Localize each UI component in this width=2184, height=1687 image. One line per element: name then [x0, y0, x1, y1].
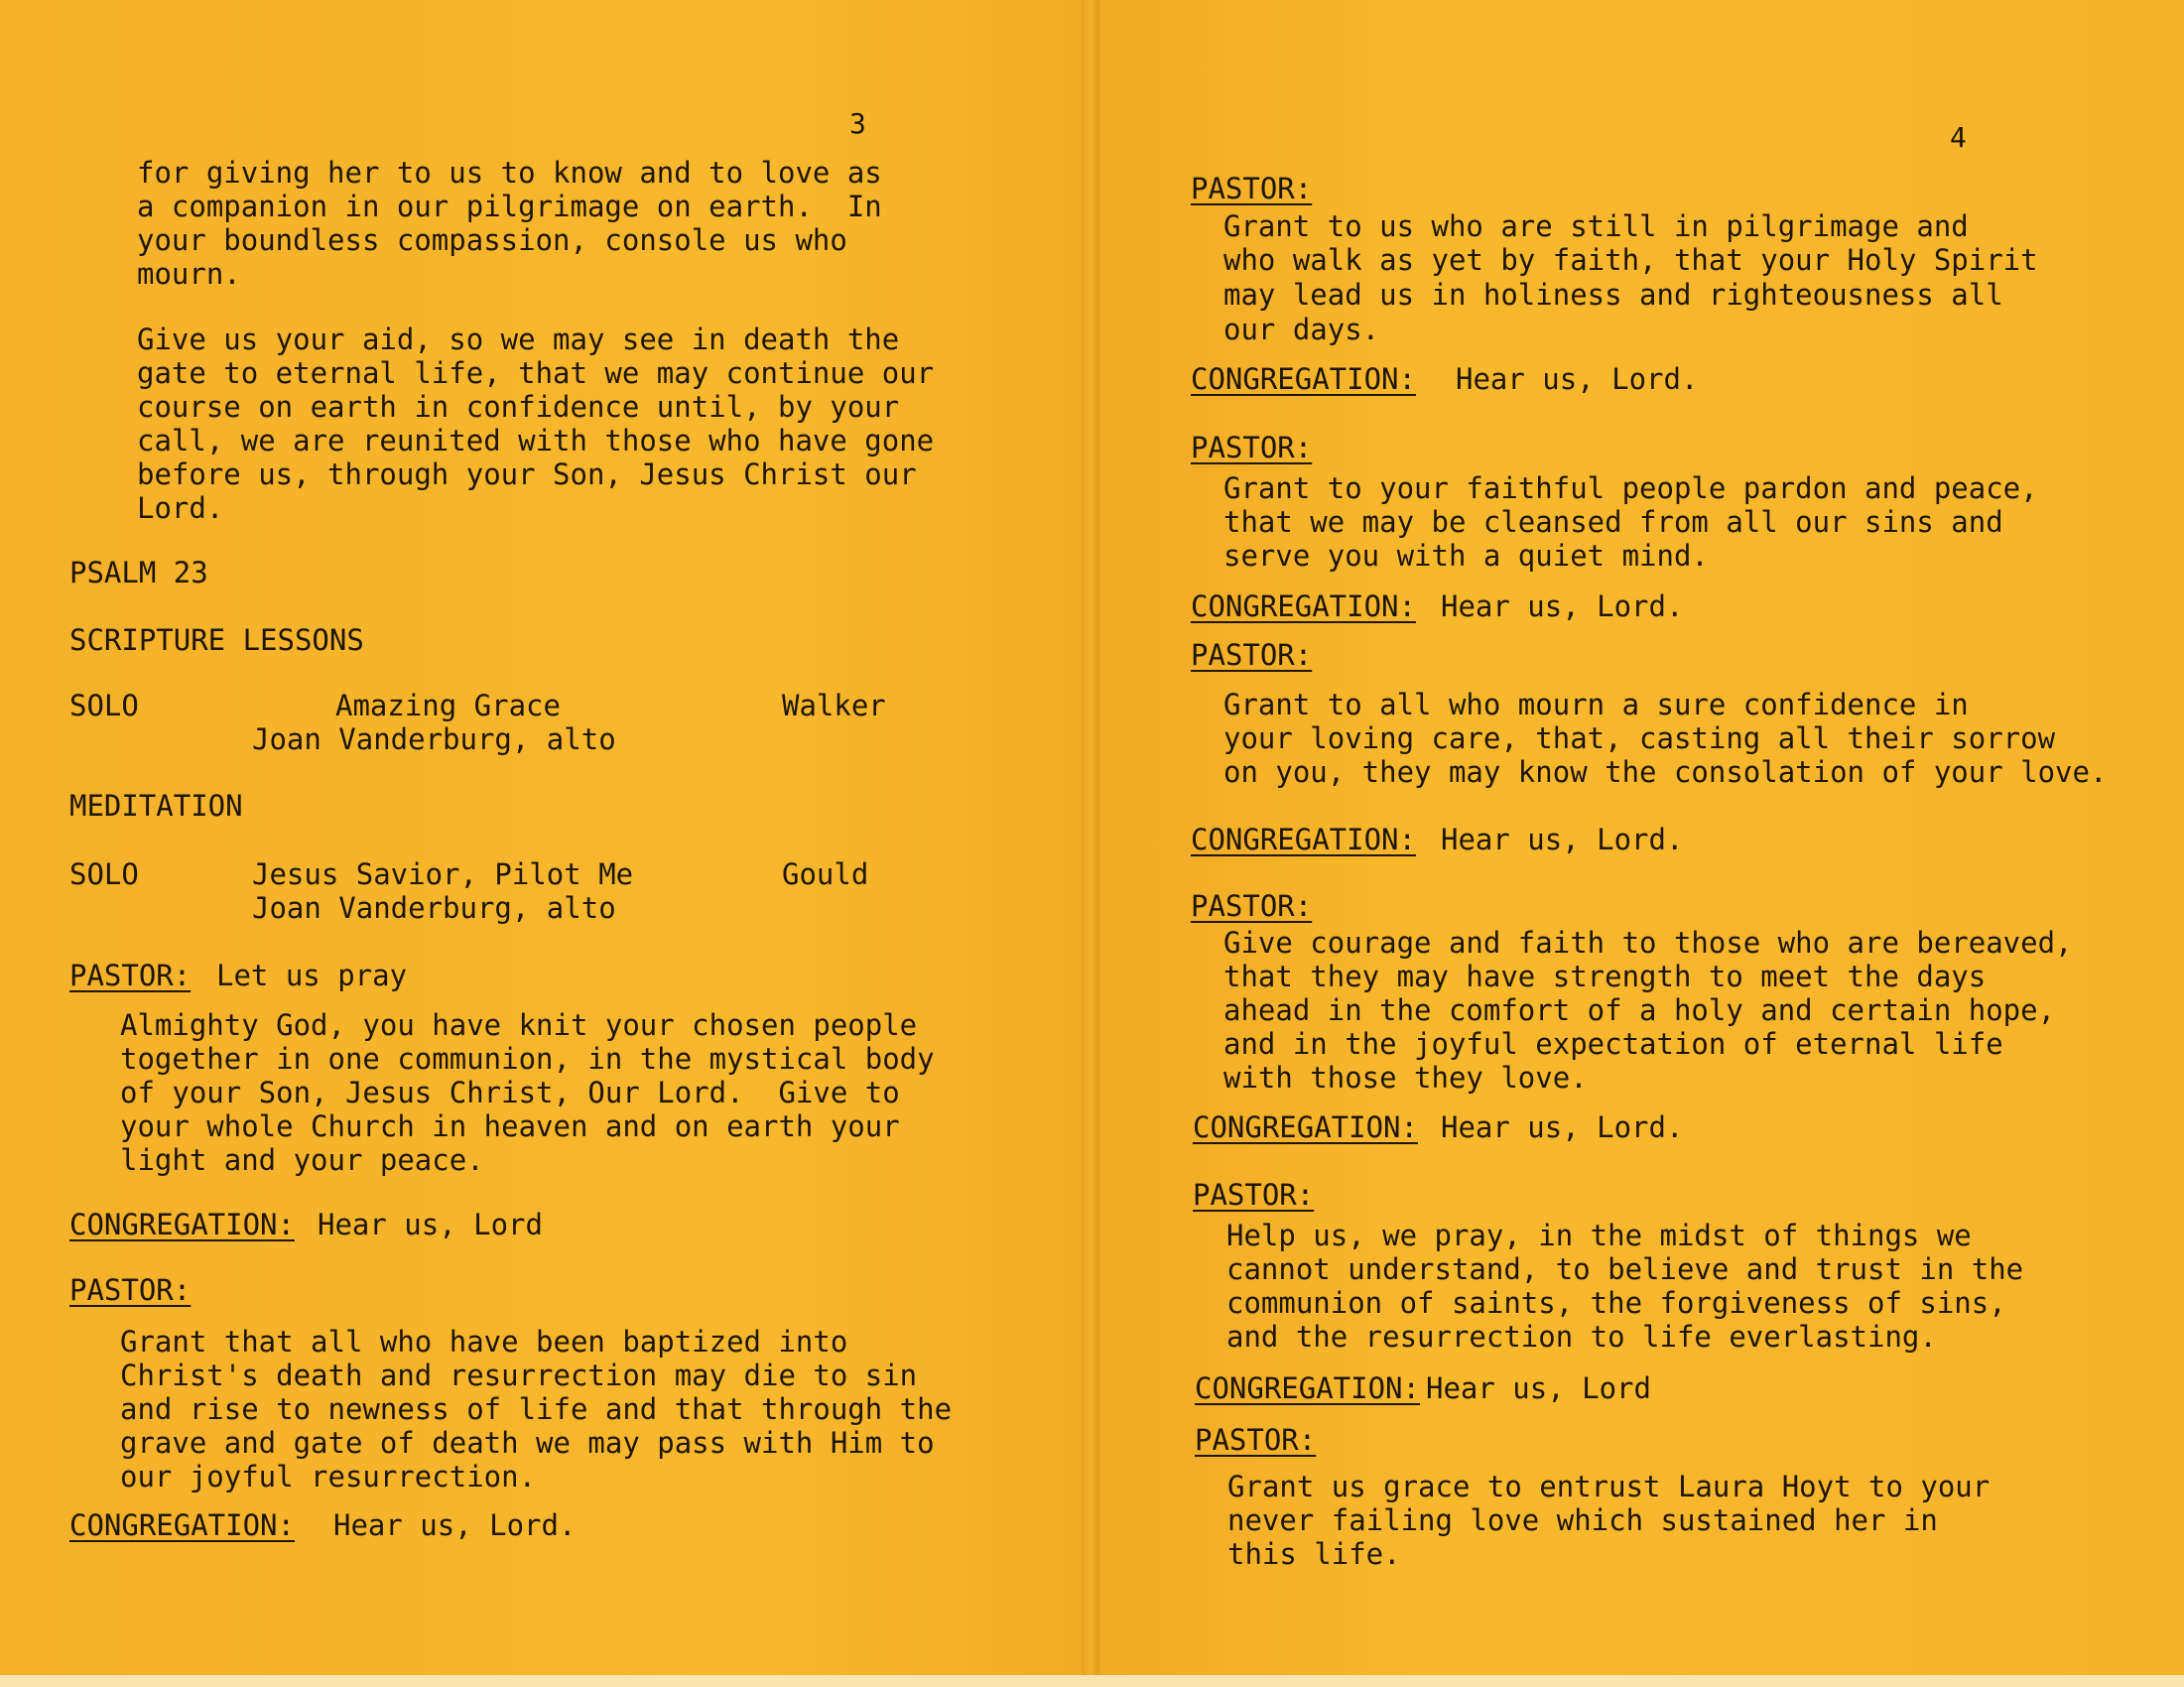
- solo-title: Amazing Grace: [335, 689, 561, 722]
- congregation-response: Hear us, Lord.: [1441, 1110, 1684, 1144]
- solo-label: SOLO: [69, 857, 139, 891]
- text-line: may lead us in holiness and righteousness all: [1223, 278, 2003, 312]
- congregation-label: CONGREGATION:: [1195, 1371, 1420, 1405]
- solo-label: SOLO: [69, 689, 139, 722]
- congregation-response: Hear us, Lord.: [1441, 589, 1684, 623]
- solo-performer: Joan Vanderburg, alto: [252, 891, 616, 925]
- text-line: Grant to us who are still in pilgrimage and: [1223, 209, 1969, 243]
- text-line: a companion in our pilgrimage on earth. In: [137, 190, 882, 223]
- center-fold: [1082, 0, 1099, 1687]
- congregation-label: CONGREGATION:: [1191, 823, 1416, 856]
- text-line: Grant us grace to entrust Laura Hoyt to your: [1227, 1470, 1991, 1503]
- text-line: and rise to newness of life and that through the: [120, 1392, 953, 1426]
- text-line: cannot understand, to believe and trust in the: [1226, 1252, 2024, 1286]
- text-line: gate to eternal life, that we may continue our: [137, 356, 935, 390]
- text-line: Christ's death and resurrection may die to sin: [120, 1359, 918, 1392]
- congregation-response: Hear us, Lord.: [1441, 823, 1684, 856]
- text-line: Lord.: [137, 491, 224, 525]
- text-line: that they may have strength to meet the days: [1223, 960, 1987, 993]
- meditation-heading: MEDITATION: [69, 789, 243, 823]
- page-3: [0, 0, 1082, 1687]
- pastor-label: PASTOR:: [69, 1273, 192, 1307]
- text-line: on you, they may know the consolation of your love.: [1223, 755, 2108, 789]
- pastor-label: PASTOR:: [1191, 638, 1313, 672]
- text-line: Give courage and faith to those who are bereaved,: [1223, 926, 2073, 960]
- congregation-response: Hear us, Lord: [1426, 1371, 1651, 1405]
- text-line: together in one communion, in the mystical body: [120, 1042, 935, 1076]
- text-line: for giving her to us to know and to love as: [137, 156, 882, 190]
- psalm-heading: PSALM 23: [69, 556, 208, 589]
- pastor-label: PASTOR:: [1191, 431, 1313, 464]
- page-4: [1099, 0, 2184, 1687]
- congregation-response: Hear us, Lord.: [1456, 362, 1699, 396]
- text-line: Give us your aid, so we may see in death the: [137, 323, 900, 356]
- text-line: Grant to all who mourn a sure confidence in: [1223, 688, 1969, 721]
- page-number: 3: [849, 107, 866, 140]
- text-line: never failing love which sustained her in: [1227, 1503, 1938, 1537]
- text-line: Grant that all who have been baptized into: [120, 1325, 848, 1359]
- text-line: course on earth in confidence until, by your: [137, 390, 900, 424]
- congregation-label: CONGREGATION:: [1193, 1110, 1418, 1144]
- pastor-label: PASTOR:: [1193, 1178, 1315, 1212]
- text-line: with those they love.: [1223, 1061, 1588, 1095]
- text-line: Almighty God, you have knit your chosen people: [120, 1008, 918, 1042]
- text-line: your loving care, that, casting all their sorrow: [1223, 721, 2056, 755]
- pastor-text: Let us pray: [216, 959, 408, 992]
- text-line: communion of saints, the forgiveness of sins,: [1226, 1286, 2006, 1320]
- text-line: this life.: [1227, 1537, 1401, 1571]
- text-line: call, we are reunited with those who have gone: [137, 424, 935, 457]
- pastor-label: PASTOR:: [1191, 172, 1313, 205]
- pastor-label: PASTOR:: [1191, 889, 1313, 923]
- text-line: that we may be cleansed from all our sins and: [1223, 505, 2003, 539]
- text-line: Help us, we pray, in the midst of things we: [1226, 1219, 1972, 1252]
- congregation-response: Hear us, Lord: [318, 1208, 543, 1241]
- scan-edge: [0, 1675, 2184, 1687]
- text-line: light and your peace.: [120, 1143, 484, 1177]
- text-line: before us, through your Son, Jesus Christ our: [137, 457, 917, 491]
- text-line: and in the joyful expectation of eternal life: [1223, 1027, 2003, 1061]
- text-line: grave and gate of death we may pass with Him to: [120, 1426, 935, 1460]
- congregation-label: CONGREGATION:: [1191, 362, 1416, 396]
- text-line: who walk as yet by faith, that your Holy Spirit: [1223, 243, 2038, 277]
- text-line: our joyful resurrection.: [120, 1460, 537, 1493]
- solo-performer: Joan Vanderburg, alto: [252, 722, 616, 756]
- page-number: 4: [1950, 121, 1967, 154]
- text-line: Grant to your faithful people pardon and peace,: [1223, 471, 2038, 505]
- text-line: mourn.: [137, 257, 241, 291]
- pastor-label: PASTOR:: [69, 959, 192, 992]
- text-line: our days.: [1223, 313, 1380, 346]
- text-line: ahead in the comfort of a holy and certain hope,: [1223, 993, 2056, 1027]
- congregation-label: CONGREGATION:: [69, 1208, 295, 1241]
- text-line: your whole Church in heaven and on earth your: [120, 1109, 900, 1143]
- text-line: serve you with a quiet mind.: [1223, 539, 1709, 573]
- text-line: your boundless compassion, console us who: [137, 223, 847, 257]
- solo-composer: Gould: [782, 857, 869, 891]
- pastor-label: PASTOR:: [1195, 1423, 1317, 1457]
- text-line: and the resurrection to life everlasting.: [1226, 1320, 1937, 1354]
- congregation-label: CONGREGATION:: [69, 1508, 295, 1542]
- congregation-response: Hear us, Lord.: [333, 1508, 577, 1542]
- solo-composer: Walker: [782, 689, 886, 722]
- solo-title: Jesus Savior, Pilot Me: [252, 857, 634, 891]
- text-line: of your Son, Jesus Christ, Our Lord. Give to: [120, 1076, 900, 1109]
- scripture-heading: SCRIPTURE LESSONS: [69, 623, 364, 657]
- congregation-label: CONGREGATION:: [1191, 589, 1416, 623]
